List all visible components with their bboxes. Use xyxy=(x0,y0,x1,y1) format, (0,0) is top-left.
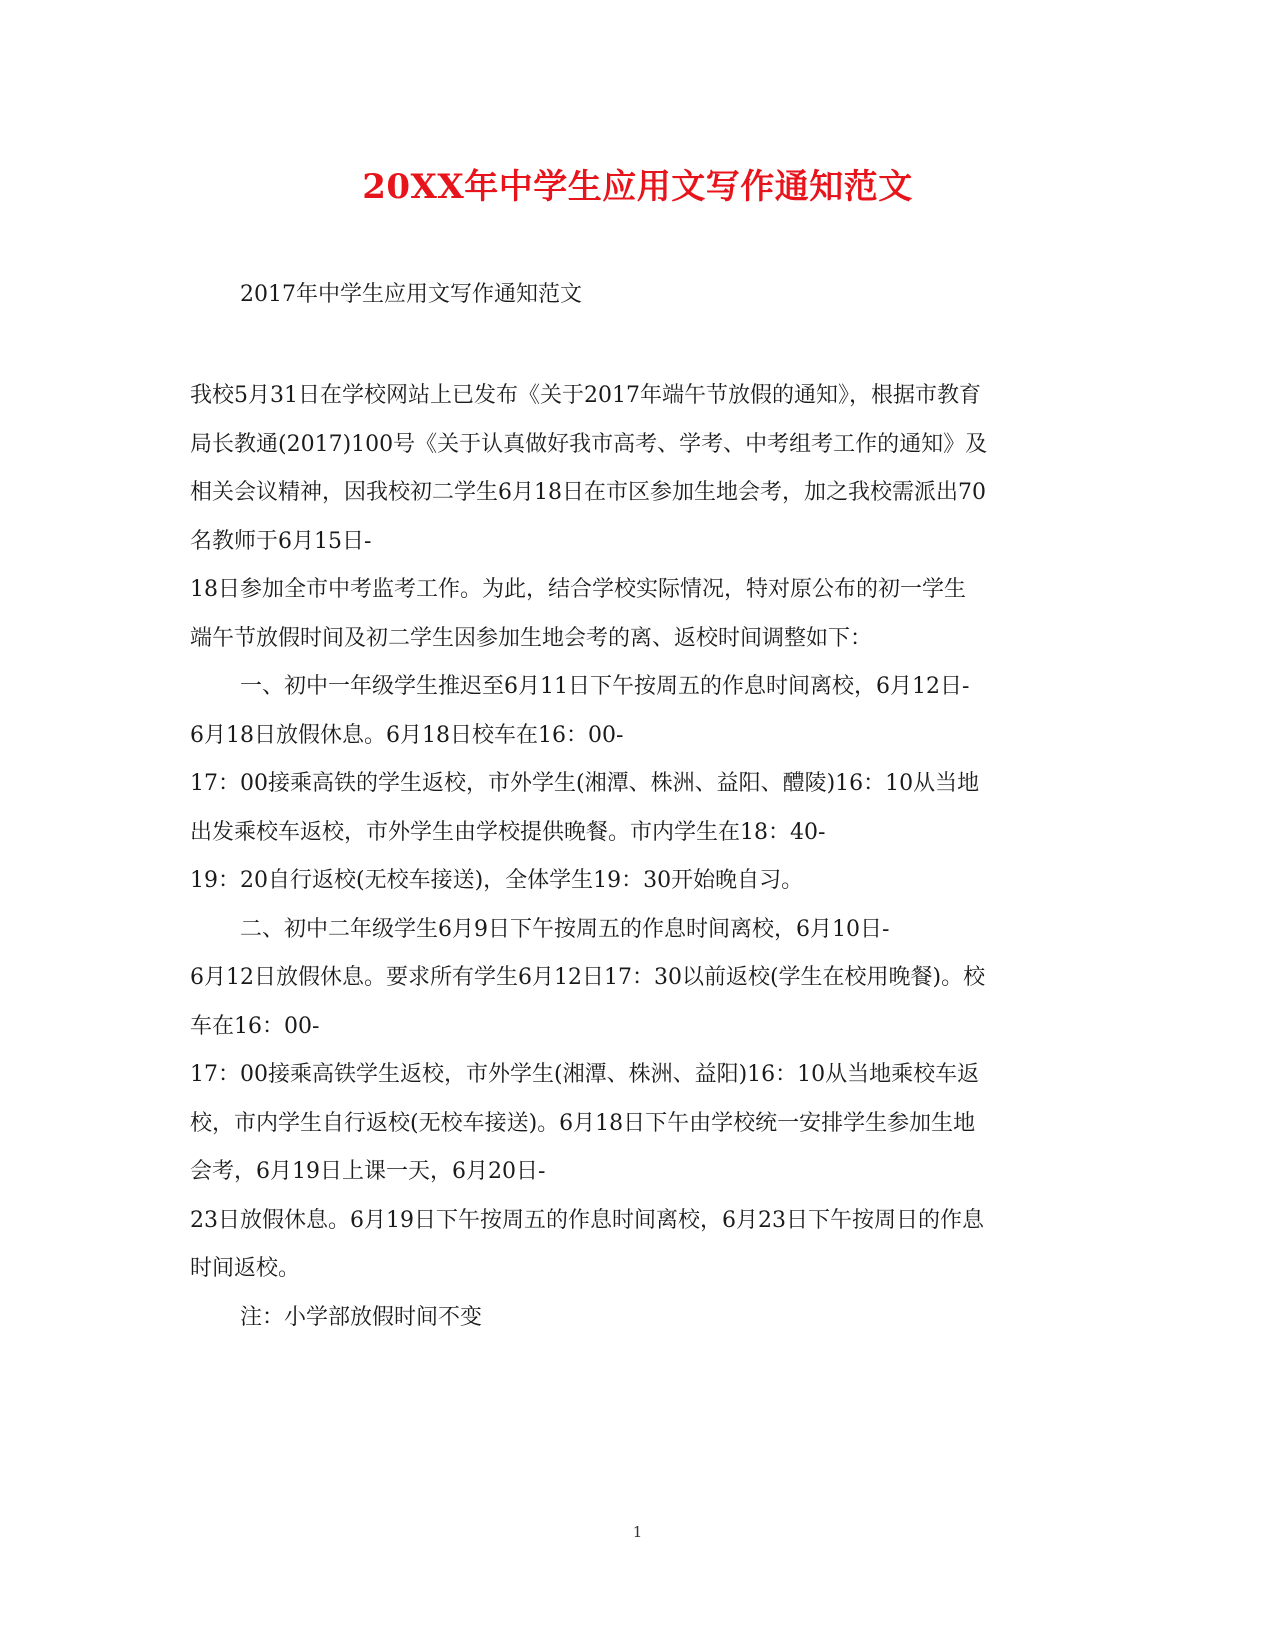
body-line: 6月12日放假休息。要求所有学生6月12日17：30以前返校(学生在校用晚餐)。校 xyxy=(190,965,986,990)
body-line: 时间返校。 xyxy=(190,1256,301,1281)
body-line: 19：20自行返校(无校车接送)，全体学生19：30开始晚自习。 xyxy=(190,868,804,893)
page-number: 1 xyxy=(632,1523,643,1541)
body-line: 相关会议精神，因我校初二学生6月18日在市区参加生地会考，加之我校需派出70 xyxy=(190,480,986,505)
body-line: 17：00接乘高铁学生返校，市外学生(湘潭、株洲、益阳)16：10从当地乘校车返 xyxy=(190,1062,980,1087)
body-line-note: 注：小学部放假时间不变 xyxy=(240,1304,483,1330)
body-line: 出发乘校车返校，市外学生由学校提供晚餐。市内学生在18：40- xyxy=(190,819,826,845)
body-line: 18日参加全市中考监考工作。为此，结合学校实际情况，特对原公布的初一学生 xyxy=(190,577,966,602)
body-line: 端午节放假时间及初二学生因参加生地会考的离、返校时间调整如下： xyxy=(190,625,873,651)
body-line: 23日放假休息。6月19日下午按周五的作息时间离校，6月23日下午按周日的作息 xyxy=(190,1207,984,1233)
body-line: 校，市内学生自行返校(无校车接送)。6月18日下午由学校统一安排学生参加生地 xyxy=(190,1110,976,1136)
document-body xyxy=(190,372,1080,1342)
body-line: 车在16：00- xyxy=(190,1013,320,1039)
body-line: 6月18日放假休息。6月18日校车在16：00- xyxy=(190,722,624,748)
body-line-section-one: 一、初中一年级学生推迟至6月11日下午按周五的作息时间离校，6月12日- xyxy=(240,674,970,699)
body-line: 我校5月31日在学校网站上已发布《关于2017年端午节放假的通知》，根据市教育 xyxy=(190,383,981,408)
body-line-section-two: 二、初中二年级学生6月9日下午按周五的作息时间离校，6月10日- xyxy=(240,916,890,942)
body-line: 会考，6月19日上课一天，6月20日- xyxy=(190,1159,546,1184)
body-line: 名教师于6月15日- xyxy=(190,528,372,554)
body-line: 17：00接乘高铁的学生返校，市外学生(湘潭、株洲、益阳、醴陵)16：10从当地 xyxy=(190,771,980,796)
body-line: 局长教通(2017)100号《关于认真做好我市高考、学考、中考组考工作的通知》及 xyxy=(190,431,988,457)
document-subtitle: 2017年中学生应用文写作通知范文 xyxy=(240,282,582,307)
page-title: 20XX年中学生应用文写作通知范文 xyxy=(362,167,913,207)
